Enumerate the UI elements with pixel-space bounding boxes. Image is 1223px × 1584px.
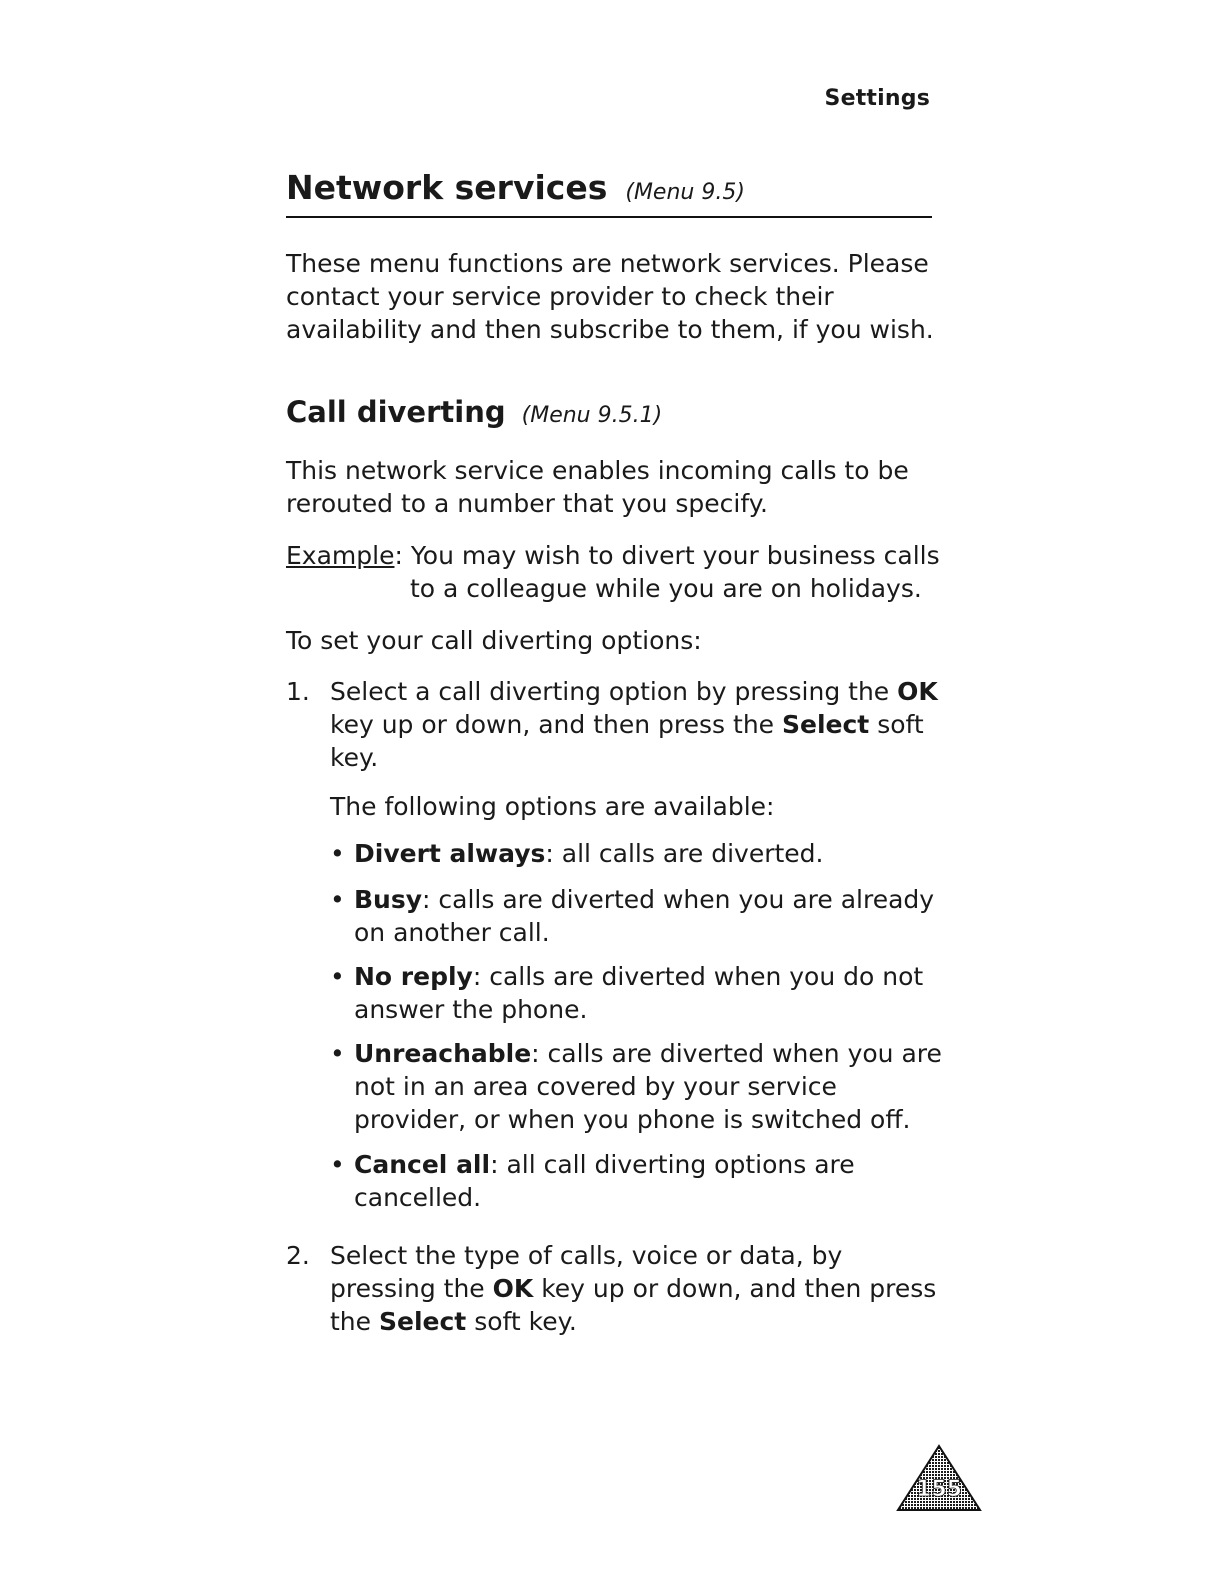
option-name: Unreachable <box>354 1039 532 1068</box>
option-no-reply: • No reply: calls are diverted when you do not answer the phone. <box>330 962 924 1024</box>
bullet-icon: • <box>330 1150 345 1179</box>
ok-key-label: OK <box>492 1274 534 1303</box>
example-text-line2: to a colleague while you are on holidays. <box>410 574 922 603</box>
bullet-icon: • <box>330 962 345 991</box>
step-number: 1. <box>286 677 310 706</box>
select-key-label: Select <box>378 1307 467 1336</box>
option-divert-always: • Divert always: all calls are diverted. <box>330 839 824 868</box>
example-text-line1: You may wish to divert your business calls <box>410 541 940 570</box>
bullet-icon: • <box>330 839 345 868</box>
subsection-title: Call diverting <box>286 395 506 429</box>
option-unreachable: • Unreachable: calls are diverted when you are not in an area covered by your service provider, or when you phone is switched off. <box>330 1039 942 1134</box>
ok-key-label: OK <box>897 677 938 706</box>
subsection-menu-ref: (Menu 9.5.1) <box>521 403 663 428</box>
section-heading <box>286 168 932 218</box>
bullet-icon: • <box>330 1039 345 1068</box>
call-diverting-description: This network service enables incoming calls to be rerouted to a number that you specify. <box>286 456 909 518</box>
triangle-icon <box>896 1444 982 1512</box>
option-name: Cancel all <box>354 1150 491 1179</box>
option-cancel-all: • Cancel all: all call diverting options are cancelled. <box>330 1150 855 1212</box>
select-key-label: Select <box>782 710 870 739</box>
option-name: No reply <box>354 962 473 991</box>
section-menu-ref: (Menu 9.5) <box>625 180 745 205</box>
option-busy: • Busy: calls are diverted when you are already on another call. <box>330 885 935 947</box>
running-header: Settings <box>824 86 930 111</box>
step-number: 2. <box>286 1241 310 1270</box>
subsection-heading <box>286 395 662 429</box>
page-number: 155 <box>916 1477 962 1502</box>
example-block: Example: You may wish to divert your business calls to a colleague while you are on holidays. <box>286 539 946 605</box>
example-label: Example <box>286 541 395 570</box>
instructions-intro: To set your call diverting options: <box>286 626 702 655</box>
option-name: Divert always <box>354 839 546 868</box>
section-title: Network services <box>286 168 608 207</box>
page-number-badge <box>896 1444 982 1512</box>
options-intro: The following options are available: <box>330 792 775 821</box>
step-2: 2. Select the type of calls, voice or data, by pressing the OK key up or down, and then press the Select soft key. <box>286 1241 937 1336</box>
bullet-icon: • <box>330 885 345 914</box>
option-name: Busy <box>354 885 423 914</box>
step-1: 1. Select a call diverting option by pressing the OK key up or down, and then press the Select soft key. <box>286 677 938 772</box>
intro-paragraph: These menu functions are network services. Please contact your service provider to check their availability and then subscribe to them, if you wish. <box>286 249 934 344</box>
